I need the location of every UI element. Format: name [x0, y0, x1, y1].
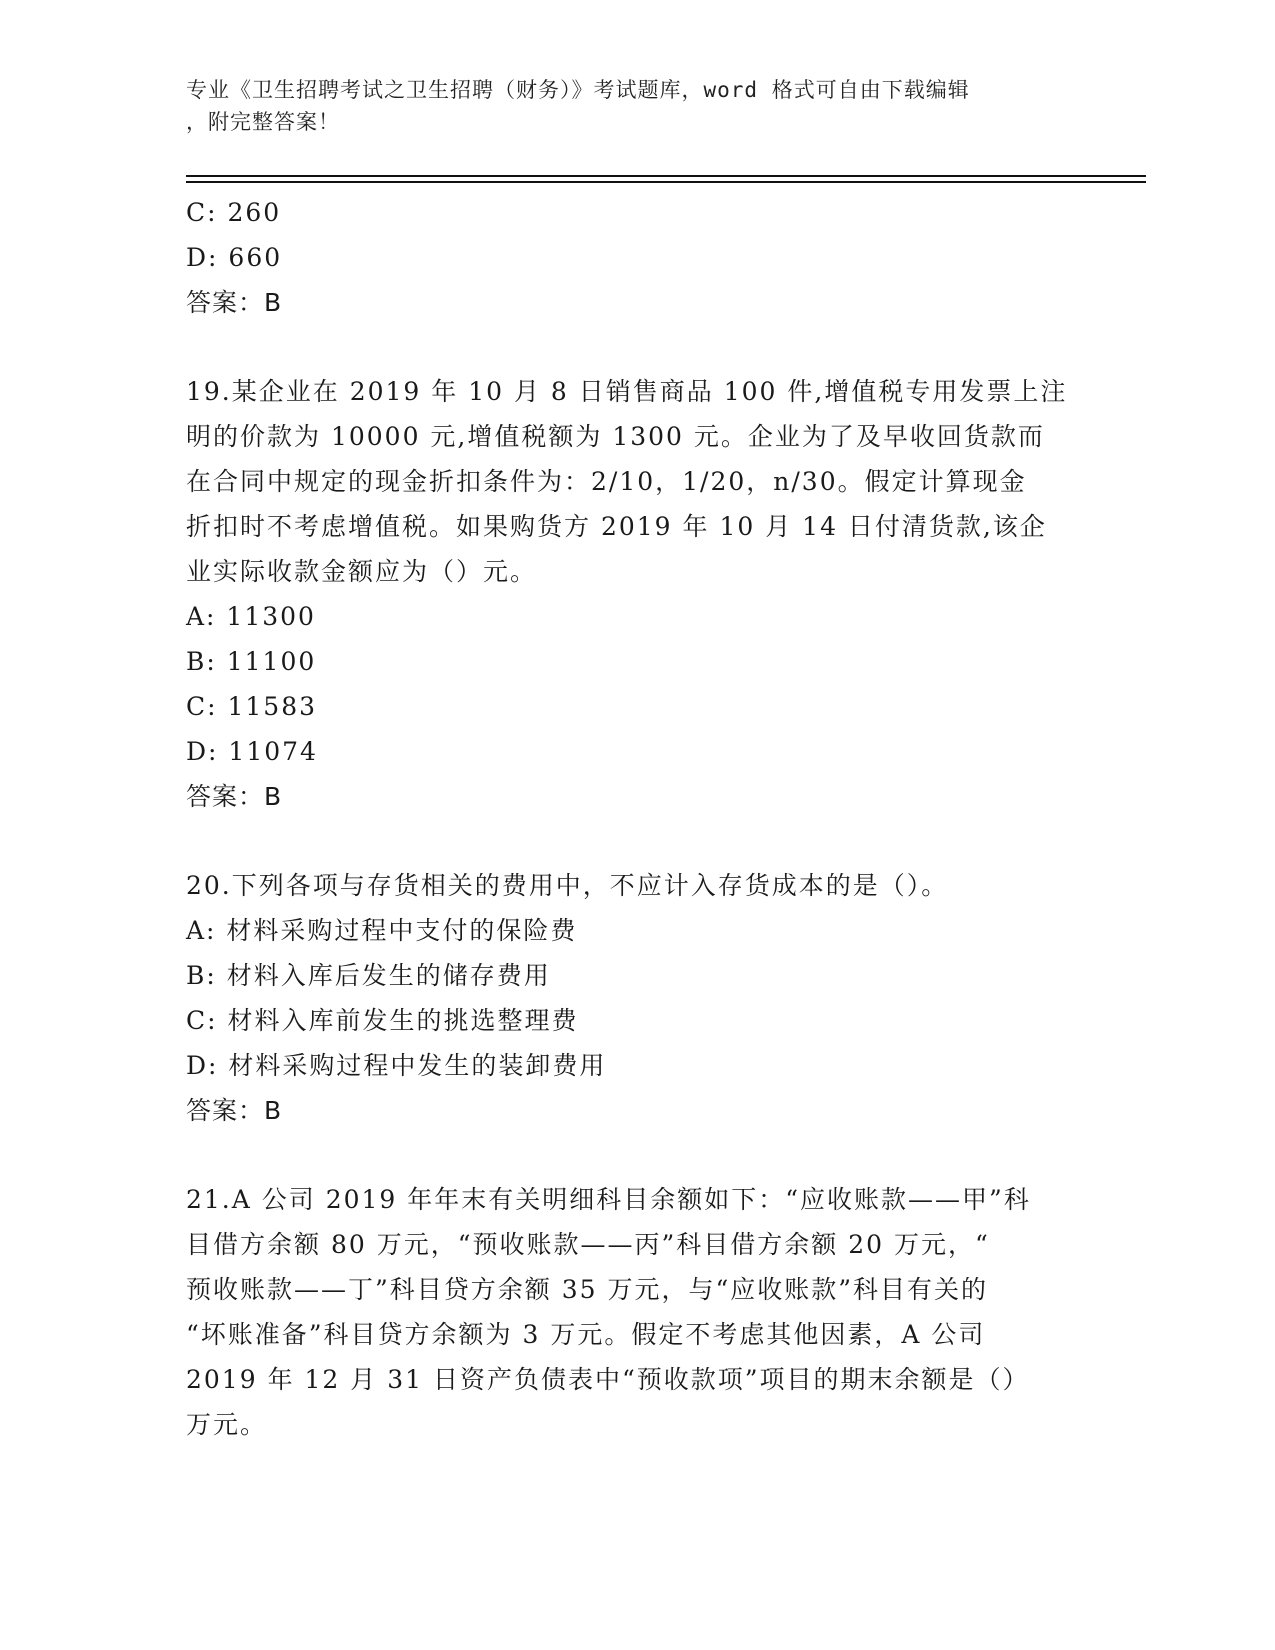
- spacer: [186, 325, 1066, 369]
- answer-line: 答案：B: [186, 288, 283, 317]
- option-b: B: 11100: [186, 647, 317, 676]
- question-stem: [186, 1177, 1066, 1447]
- header-rule-bottom: [186, 181, 1146, 183]
- option-d: D: 11074: [186, 737, 318, 766]
- option-a: A: 11300: [186, 602, 316, 631]
- spacer: [186, 819, 1066, 863]
- stem-line: 2019 年 12 月 31 日资产负债表中“预收款项”项目的期末余额是（）: [186, 1365, 1030, 1394]
- stem-line: 折扣时不考虑增值税。如果购货方 2019 年 10 月 14 日付清货款,该企: [186, 512, 1047, 541]
- stem-line: 21.A 公司 2019 年年末有关明细科目余额如下：“应收账款——甲”科: [186, 1185, 1031, 1214]
- stem-line: “坏账准备”科目贷方余额为 3 万元。假定不考虑其他因素，A 公司: [186, 1320, 986, 1349]
- page-header: [186, 74, 1066, 138]
- option-c: C: 260: [186, 198, 282, 227]
- option-d: D: 660: [186, 243, 283, 272]
- option-b: B: 材料入库后发生的储存费用: [186, 961, 551, 990]
- stem-line: 20.下列各项与存货相关的费用中，不应计入存货成本的是（）。: [186, 871, 949, 900]
- stem-line: 目借方余额 80 万元，“预收账款——丙”科目借方余额 20 万元，“: [186, 1230, 990, 1259]
- spacer: [186, 1133, 1066, 1177]
- stem-line: 业实际收款金额应为（）元。: [186, 557, 538, 586]
- stem-line: 预收账款——丁”科目贷方余额 35 万元，与“应收账款”科目有关的: [186, 1275, 989, 1304]
- header-line-1: 专业《卫生招聘考试之卫生招聘（财务）》考试题库，word 格式可自由下载编辑: [186, 78, 970, 102]
- option-d: D: 材料采购过程中发生的装卸费用: [186, 1051, 607, 1080]
- stem-line: 在合同中规定的现金折扣条件为：2/10，1/20，n/30。假定计算现金: [186, 467, 1027, 496]
- answer-line: 答案：B: [186, 1096, 283, 1125]
- question-21: [186, 1177, 1066, 1447]
- option-c: C: 材料入库前发生的挑选整理费: [186, 1006, 579, 1035]
- stem-line: 19.某企业在 2019 年 10 月 8 日销售商品 100 件,增值税专用发票上注: [186, 377, 1068, 406]
- option-a: A: 材料采购过程中支付的保险费: [186, 916, 578, 945]
- question-20: [186, 863, 1066, 1133]
- option-c: C: 11583: [186, 692, 318, 721]
- stem-line: 明的价款为 10000 元,增值税额为 1300 元。企业为了及早收回货款而: [186, 422, 1045, 451]
- question-stem: [186, 863, 1066, 908]
- question-19: [186, 369, 1066, 819]
- header-rule-top: [186, 175, 1146, 177]
- answer-line: 答案：B: [186, 782, 283, 811]
- prev-question: [186, 190, 1066, 325]
- question-stem: [186, 369, 1066, 594]
- stem-line: 万元。: [186, 1410, 268, 1439]
- question-content: [186, 190, 1066, 1447]
- header-line-2: ，附完整答案！: [186, 110, 340, 134]
